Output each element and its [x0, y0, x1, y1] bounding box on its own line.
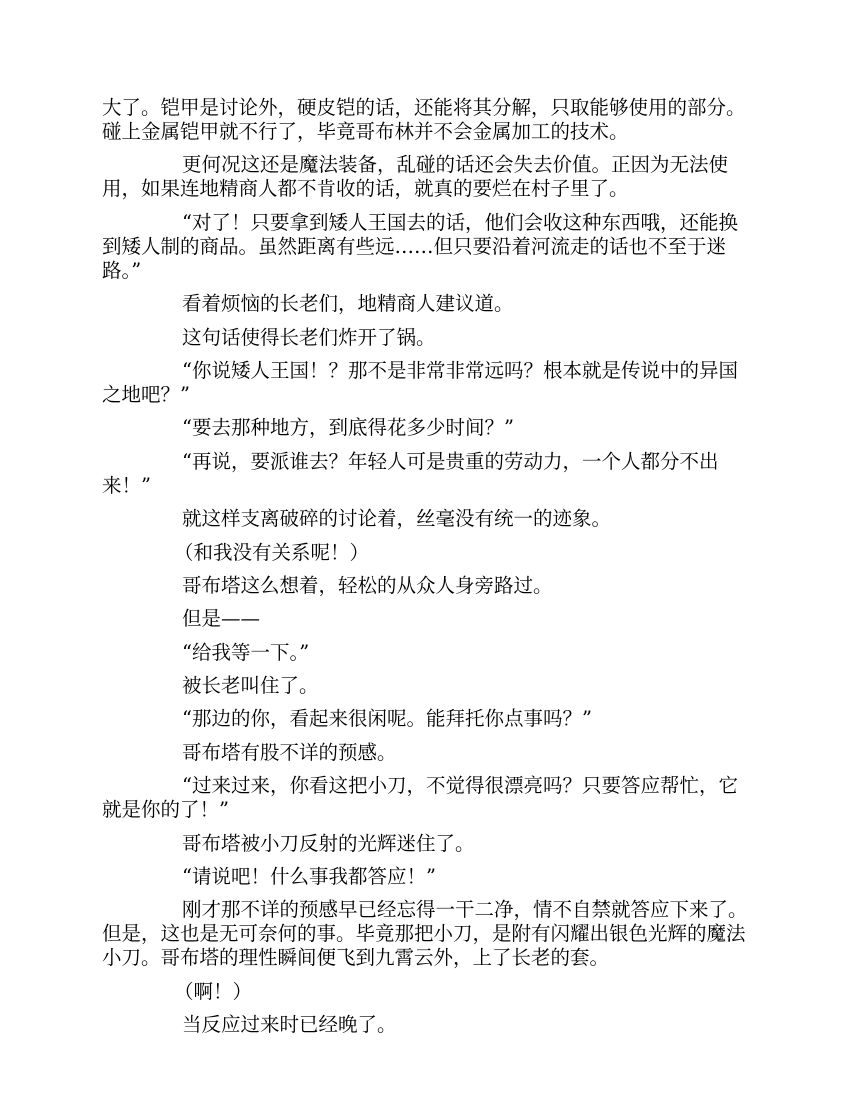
paragraph: 哥布塔这么想着，轻松的从众人身旁路过。 — [182, 573, 553, 597]
paragraph: “请说吧！什么事我都答应！” — [182, 865, 436, 889]
paragraph: 被长老叫住了。 — [182, 674, 319, 698]
paragraph: 哥布塔有股不详的预感。 — [182, 740, 397, 764]
paragraph: “再说，要派谁去？年轻人可是贵重的劳动力，一个人都分不出来！” — [102, 449, 719, 497]
paragraph: “过来过来，你看这把小刀，不觉得很漂亮吗？只要答应帮忙，它就是你的了！” — [102, 774, 738, 822]
paragraph: 更何况这还是魔法装备，乱碰的话还会失去价值。正因为无法使用，如果连地精商人都不肯收的话，就真的要烂在村子里了。 — [102, 153, 729, 201]
body-text — [102, 96, 750, 1047]
paragraph: 刚才那不详的预感早已经忘得一干二净，情不自禁就答应下来了。但是，这也是无可奈何的事。毕竟那把小刀，是附有闪耀出银色光辉的魔法小刀。哥布塔的理性瞬间便飞到九霄云外，上了长老的套。 — [102, 898, 748, 970]
paragraph: （啊！） — [174, 979, 253, 1003]
paragraph: 但是—— — [182, 607, 261, 631]
paragraph: 大了。铠甲是讨论外，硬皮铠的话，还能将其分解，只取能够使用的部分。碰上金属铠甲就不行了，毕竟哥布林并不会金属加工的技术。 — [102, 96, 746, 143]
paragraph: （和我没有关系呢！） — [174, 540, 370, 564]
paragraph: 哥布塔被小刀反射的光辉迷住了。 — [182, 831, 475, 855]
paragraph: “要去那种地方，到底得花多少时间？” — [182, 416, 514, 440]
paragraph: 当反应过来时已经晚了。 — [182, 1013, 397, 1037]
paragraph: 看着烦恼的长老们，地精商人建议道。 — [182, 292, 514, 316]
paragraph: “给我等一下。” — [182, 640, 310, 664]
paragraph: “那边的你，看起来很闲呢。能拜托你点事吗？” — [182, 707, 592, 731]
paragraph: 这句话使得长老们炸开了锅。 — [182, 325, 436, 349]
paragraph: “对了！只要拿到矮人王国去的话，他们会收这种东西哦，还能换到矮人制的商品。虽然距离有些远……但只要沿着河流走的话也不至于迷路。” — [102, 210, 738, 282]
paragraph: “你说矮人王国！？那不是非常非常远吗？根本就是传说中的异国之地吧？” — [102, 358, 738, 406]
paragraph: 就这样支离破碎的讨论着，丝毫没有统一的迹象。 — [182, 507, 612, 531]
